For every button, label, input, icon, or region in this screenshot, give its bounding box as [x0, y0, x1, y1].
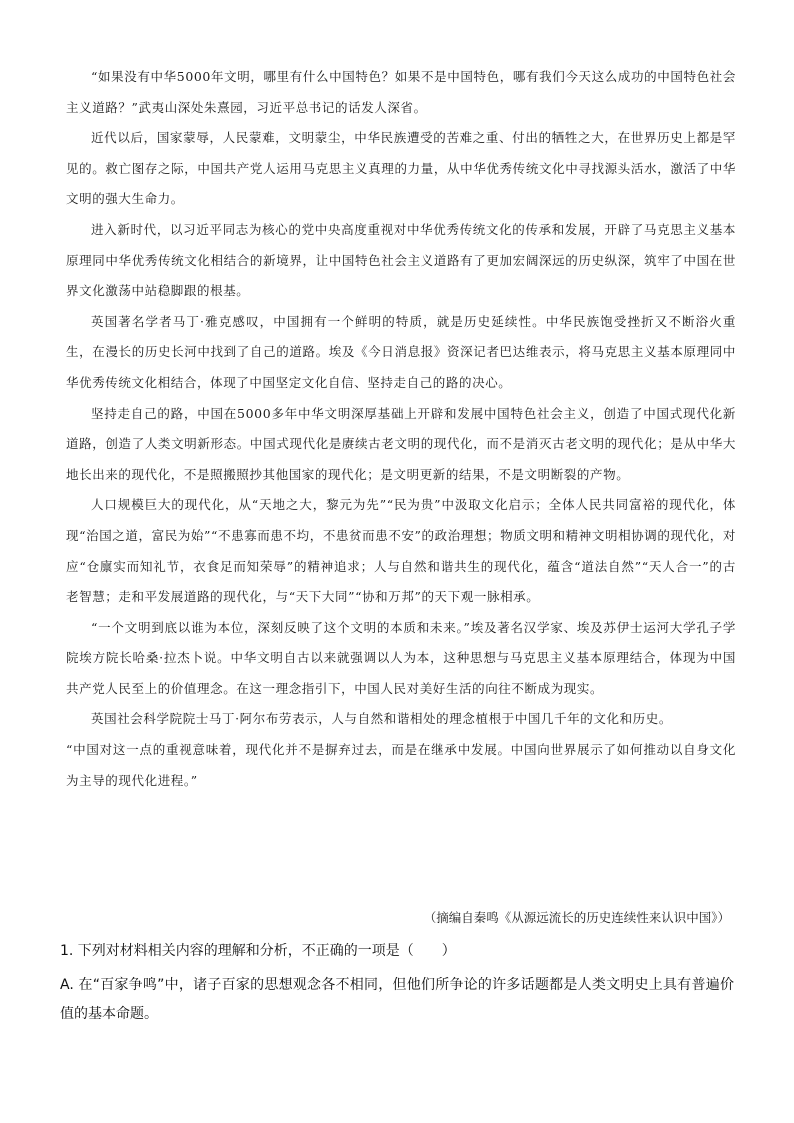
- passage-paragraph: “中国对这一点的重视意味着，现代化并不是摒弃过去，而是在继承中发展。中国向世界展示了如何推动以自身文化为主导的现代化进程。”: [66, 742, 736, 788]
- passage-paragraph: 英国社会科学院院士马丁·阿尔布劳表示，人与自然和谐相处的理念植根于中国几千年的文化和历史。: [91, 711, 672, 727]
- reading-passage: [66, 62, 736, 796]
- question-block: [60, 937, 734, 1029]
- passage-paragraph: “一个文明到底以谁为本位，深刻反映了这个文明的本质和未来。”埃及著名汉学家、埃及苏伊士运河大学孔子学院埃方院长哈桑·拉杰卜说。中华文明自古以来就强调以人为本，这种思想与马克思主义基本原理结合，体现为中国共产党人民至上的价值理念。在这一理念指引下，中国人民对美好生活的向往不断成为现实。: [66, 619, 736, 696]
- passage-paragraph: 人口规模巨大的现代化，从“天地之大，黎元为先”“民为贵”中汲取文化启示；全体人民共同富裕的现代化，体现“治国之道，富民为始”“不患寡而患不均，不患贫而患不安”的政治理想；物质文明和精神文明相协调的现代化，对应“仓廪实而知礼节，衣食足而知荣辱”的精神追求；人与自然和谐共生的现代化，蕴含“道法自然”“天人合一”的古老智慧；走和平发展道路的现代化，与“天下大同”“协和万邦”的天下观一脉相承。: [66, 497, 736, 605]
- passage-paragraph: 近代以后，国家蒙辱，人民蒙难，文明蒙尘，中华民族遭受的苦难之重、付出的牺牲之大，在世界历史上都是罕见的。救亡图存之际，中国共产党人运用马克思主义真理的力量，从中华优秀传统文化中寻找源头活水，激活了中华文明的强大生命力。: [66, 130, 736, 207]
- passage-source-citation: （摘编自秦鸣《从源远流长的历史连续性来认识中国》）: [423, 910, 730, 925]
- question-stem: 1. 下列对材料相关内容的理解和分析，不正确的一项是（ ）: [60, 943, 456, 959]
- answer-option-a[interactable]: A. 在“百家争鸣”中，诸子百家的思想观念各不相同，但他们所争论的许多话题都是人类文明史上具有普遍价值的基本命题。: [60, 977, 734, 1022]
- passage-paragraph: 坚持走自己的路，中国在5000多年中华文明深厚基础上开辟和发展中国特色社会主义，创造了中国式现代化新道路，创造了人类文明新形态。中国式现代化是赓续古老文明的现代化，而不是消灭古老文明的现代化；是从中华大地长出来的现代化，不是照搬照抄其他国家的现代化；是文明更新的结果，不是文明断裂的产物。: [66, 405, 736, 482]
- passage-paragraph: “如果没有中华5000年文明，哪里有什么中国特色？如果不是中国特色，哪有我们今天这么成功的中国特色社会主义道路？”武夷山深处朱熹园，习近平总书记的话发人深省。: [66, 69, 736, 115]
- passage-paragraph: 进入新时代，以习近平同志为核心的党中央高度重视对中华优秀传统文化的传承和发展，开辟了马克思主义基本原理同中华优秀传统文化相结合的新境界，让中国特色社会主义道路有了更加宏阔深远的历史纵深，筑牢了中国在世界文化激荡中站稳脚跟的根基。: [66, 221, 736, 299]
- passage-paragraph: 英国著名学者马丁·雅克感叹，中国拥有一个鲜明的特质，就是历史延续性。中华民族饱受挫折又不断浴火重生，在漫长的历史长河中找到了自己的道路。埃及《今日消息报》资深记者巴达维表示，将马克思主义基本原理同中华优秀传统文化相结合，体现了中国坚定文化自信、坚持走自己的路的决心。: [66, 313, 736, 390]
